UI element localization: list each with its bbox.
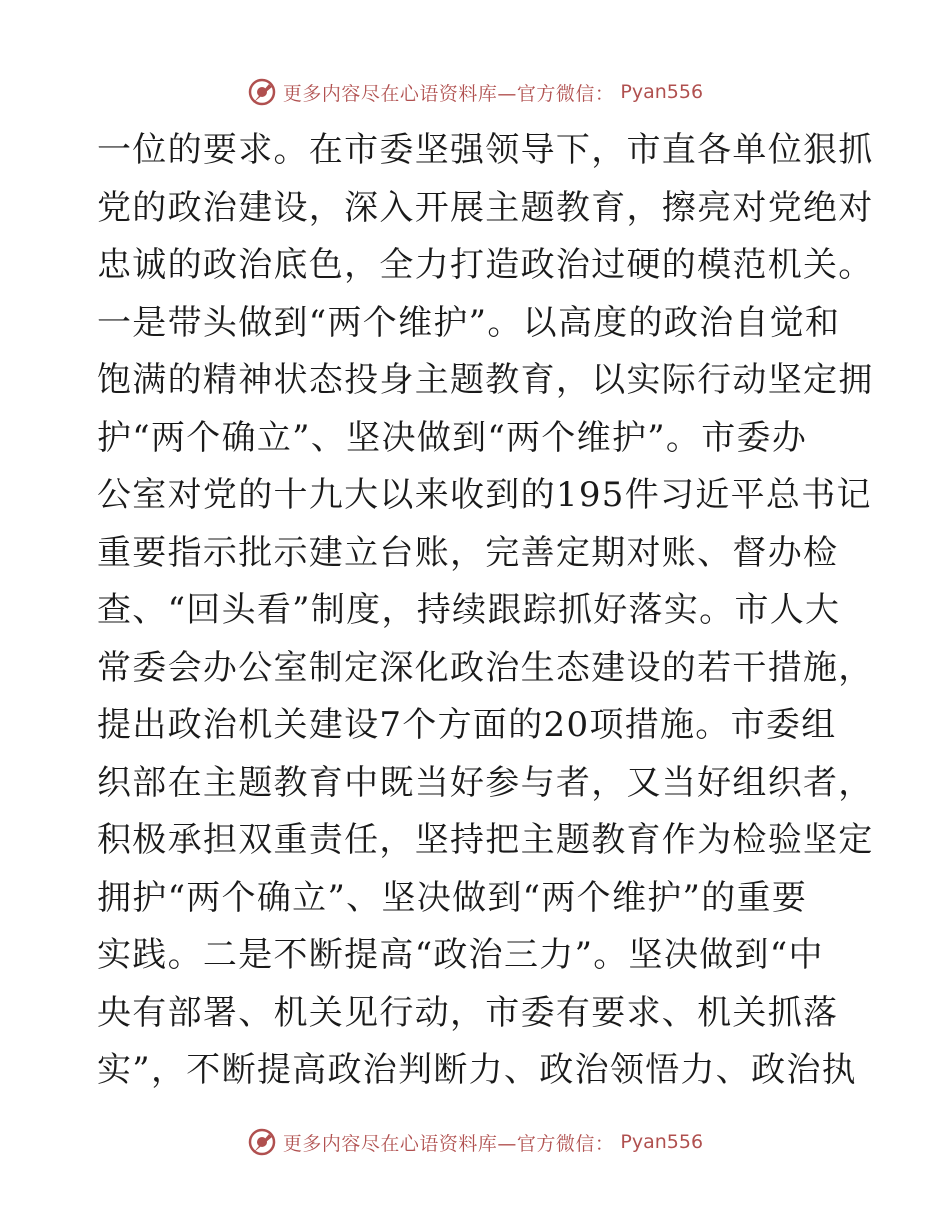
body-line: 党的政治建设，深入开展主题教育，擦亮对党绝对 xyxy=(97,187,874,228)
body-line: 央有部署、机关见行动，市委有要求、机关抓落 xyxy=(97,992,839,1033)
body-line: 实践。二是不断提高“政治三力”。坚决做到“中 xyxy=(97,935,824,975)
header-watermark-banner xyxy=(0,72,950,112)
body-line: 查、“回头看”制度，持续跟踪抓好落实。市人大 xyxy=(97,590,841,630)
body-line: 实”，不断提高政治判断力、政治领悟力、政治执 xyxy=(97,1050,857,1090)
footer-watermark-banner xyxy=(0,1122,950,1162)
feather-pen-logo-icon xyxy=(247,77,277,107)
body-line: 一是带头做到“两个维护”。以高度的政治自觉和 xyxy=(97,302,841,343)
footer-wechat-handle: Pyan556 xyxy=(620,1131,704,1153)
footer-watermark-text: 更多内容尽在心语资料库—官方微信： xyxy=(282,1132,615,1155)
feather-pen-logo-icon xyxy=(247,1127,277,1157)
body-line: 拥护“两个确立”、坚决做到“两个维护”的重要 xyxy=(97,877,808,918)
body-line: 提出政治机关建设7个方面的20项措施。市委组 xyxy=(97,705,837,745)
body-line: 护“两个确立”、坚决做到“两个维护”。市委办 xyxy=(97,417,808,458)
body-line: 饱满的精神状态投身主题教育，以实际行动坚定拥 xyxy=(97,360,874,400)
header-wechat-handle: Pyan556 xyxy=(620,81,704,103)
body-line: 重要指示批示建立台账，完善定期对账、督办检 xyxy=(97,532,839,573)
body-line: 一位的要求。在市委坚强领导下，市直各单位狠抓 xyxy=(97,130,874,170)
document-body xyxy=(97,122,874,1100)
header-watermark-text: 更多内容尽在心语资料库—官方微信： xyxy=(282,82,615,105)
body-line: 织部在主题教育中既当好参与者，又当好组织者， xyxy=(97,762,874,803)
body-line: 常委会办公室制定深化政治生态建设的若干措施， xyxy=(97,647,874,688)
body-line: 忠诚的政治底色，全力打造政治过硬的模范机关。 xyxy=(97,245,874,285)
body-line: 公室对党的十九大以来收到的195件习近平总书记 xyxy=(97,475,872,515)
body-line: 积极承担双重责任，坚持把主题教育作为检验坚定 xyxy=(97,820,874,860)
